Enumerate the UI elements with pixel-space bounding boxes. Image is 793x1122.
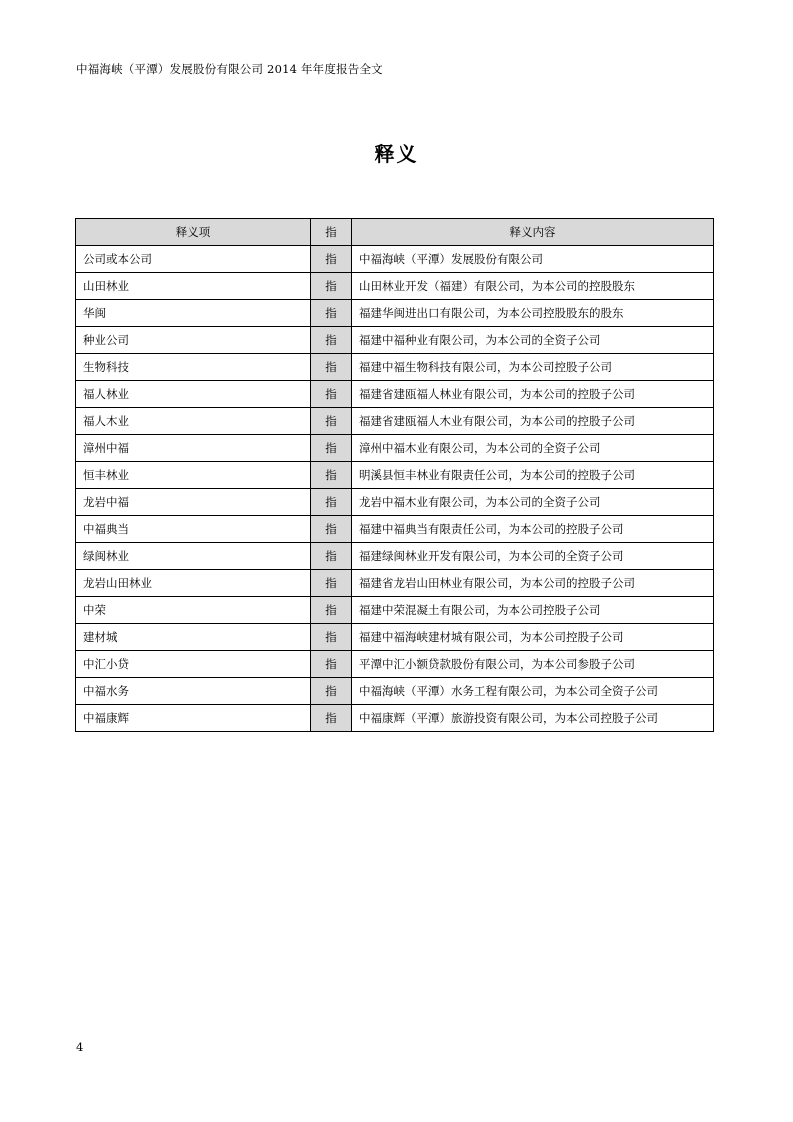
refers-cell: 指 — [311, 435, 352, 462]
table-row — [76, 246, 714, 273]
page-number: 4 — [76, 1040, 84, 1054]
term-cell: 中福典当 — [76, 516, 311, 543]
column-header-refers: 指 — [311, 219, 352, 246]
table-row — [76, 327, 714, 354]
term-cell: 漳州中福 — [76, 435, 311, 462]
definition-cell: 中福海峡（平潭）发展股份有限公司 — [352, 246, 714, 273]
refers-cell: 指 — [311, 570, 352, 597]
refers-cell: 指 — [311, 327, 352, 354]
refers-cell: 指 — [311, 408, 352, 435]
term-cell: 福人林业 — [76, 381, 311, 408]
term-cell: 华闽 — [76, 300, 311, 327]
definition-cell: 福建中福种业有限公司，为本公司的全资子公司 — [352, 327, 714, 354]
table-row — [76, 597, 714, 624]
refers-cell: 指 — [311, 624, 352, 651]
definition-cell: 福建中荣混凝土有限公司，为本公司控股子公司 — [352, 597, 714, 624]
definition-cell: 福建省建瓯福人木业有限公司，为本公司的控股子公司 — [352, 408, 714, 435]
table-row — [76, 543, 714, 570]
refers-cell: 指 — [311, 462, 352, 489]
term-cell: 绿闽林业 — [76, 543, 311, 570]
refers-cell: 指 — [311, 273, 352, 300]
refers-cell: 指 — [311, 516, 352, 543]
term-cell: 龙岩中福 — [76, 489, 311, 516]
definitions-table — [75, 218, 714, 732]
term-cell: 生物科技 — [76, 354, 311, 381]
definition-cell: 平潭中汇小额贷款股份有限公司，为本公司参股子公司 — [352, 651, 714, 678]
definition-cell: 福建华闽进出口有限公司，为本公司控股股东的股东 — [352, 300, 714, 327]
term-cell: 公司或本公司 — [76, 246, 311, 273]
table-row — [76, 354, 714, 381]
table-row — [76, 624, 714, 651]
definition-cell: 福建中福生物科技有限公司，为本公司控股子公司 — [352, 354, 714, 381]
definition-cell: 中福海峡（平潭）水务工程有限公司，为本公司全资子公司 — [352, 678, 714, 705]
term-cell: 种业公司 — [76, 327, 311, 354]
term-cell: 中福水务 — [76, 678, 311, 705]
table-row — [76, 651, 714, 678]
term-cell: 中福康辉 — [76, 705, 311, 732]
table-row — [76, 705, 714, 732]
refers-cell: 指 — [311, 381, 352, 408]
definition-cell: 福建省龙岩山田林业有限公司，为本公司的控股子公司 — [352, 570, 714, 597]
table-row — [76, 489, 714, 516]
table-row — [76, 462, 714, 489]
term-cell: 龙岩山田林业 — [76, 570, 311, 597]
table-row — [76, 300, 714, 327]
refers-cell: 指 — [311, 354, 352, 381]
table-row — [76, 408, 714, 435]
table-row — [76, 435, 714, 462]
term-cell: 中汇小贷 — [76, 651, 311, 678]
table-row — [76, 381, 714, 408]
definition-cell: 龙岩中福木业有限公司，为本公司的全资子公司 — [352, 489, 714, 516]
refers-cell: 指 — [311, 651, 352, 678]
refers-cell: 指 — [311, 705, 352, 732]
term-cell: 中荣 — [76, 597, 311, 624]
refers-cell: 指 — [311, 678, 352, 705]
definition-cell: 福建中福海峡建材城有限公司，为本公司控股子公司 — [352, 624, 714, 651]
table-header-row — [76, 219, 714, 246]
running-header: 中福海峡（平潭）发展股份有限公司 2014 年年度报告全文 — [76, 62, 383, 76]
table-row — [76, 678, 714, 705]
term-cell: 建材城 — [76, 624, 311, 651]
refers-cell: 指 — [311, 300, 352, 327]
table-row — [76, 516, 714, 543]
table-row — [76, 273, 714, 300]
definition-cell: 福建中福典当有限责任公司，为本公司的控股子公司 — [352, 516, 714, 543]
refers-cell: 指 — [311, 489, 352, 516]
column-header-definition: 释义内容 — [352, 219, 714, 246]
term-cell: 山田林业 — [76, 273, 311, 300]
definitions-table-body — [76, 246, 714, 732]
refers-cell: 指 — [311, 246, 352, 273]
definition-cell: 中福康辉（平潭）旅游投资有限公司，为本公司控股子公司 — [352, 705, 714, 732]
term-cell: 福人木业 — [76, 408, 311, 435]
page-title: 释义 — [374, 142, 419, 166]
definition-cell: 漳州中福木业有限公司，为本公司的全资子公司 — [352, 435, 714, 462]
definition-cell: 福建省建瓯福人林业有限公司，为本公司的控股子公司 — [352, 381, 714, 408]
table-row — [76, 570, 714, 597]
definition-cell: 明溪县恒丰林业有限责任公司，为本公司的控股子公司 — [352, 462, 714, 489]
refers-cell: 指 — [311, 543, 352, 570]
definition-cell: 福建绿闽林业开发有限公司，为本公司的全资子公司 — [352, 543, 714, 570]
refers-cell: 指 — [311, 597, 352, 624]
definition-cell: 山田林业开发（福建）有限公司，为本公司的控股股东 — [352, 273, 714, 300]
term-cell: 恒丰林业 — [76, 462, 311, 489]
column-header-term: 释义项 — [76, 219, 311, 246]
